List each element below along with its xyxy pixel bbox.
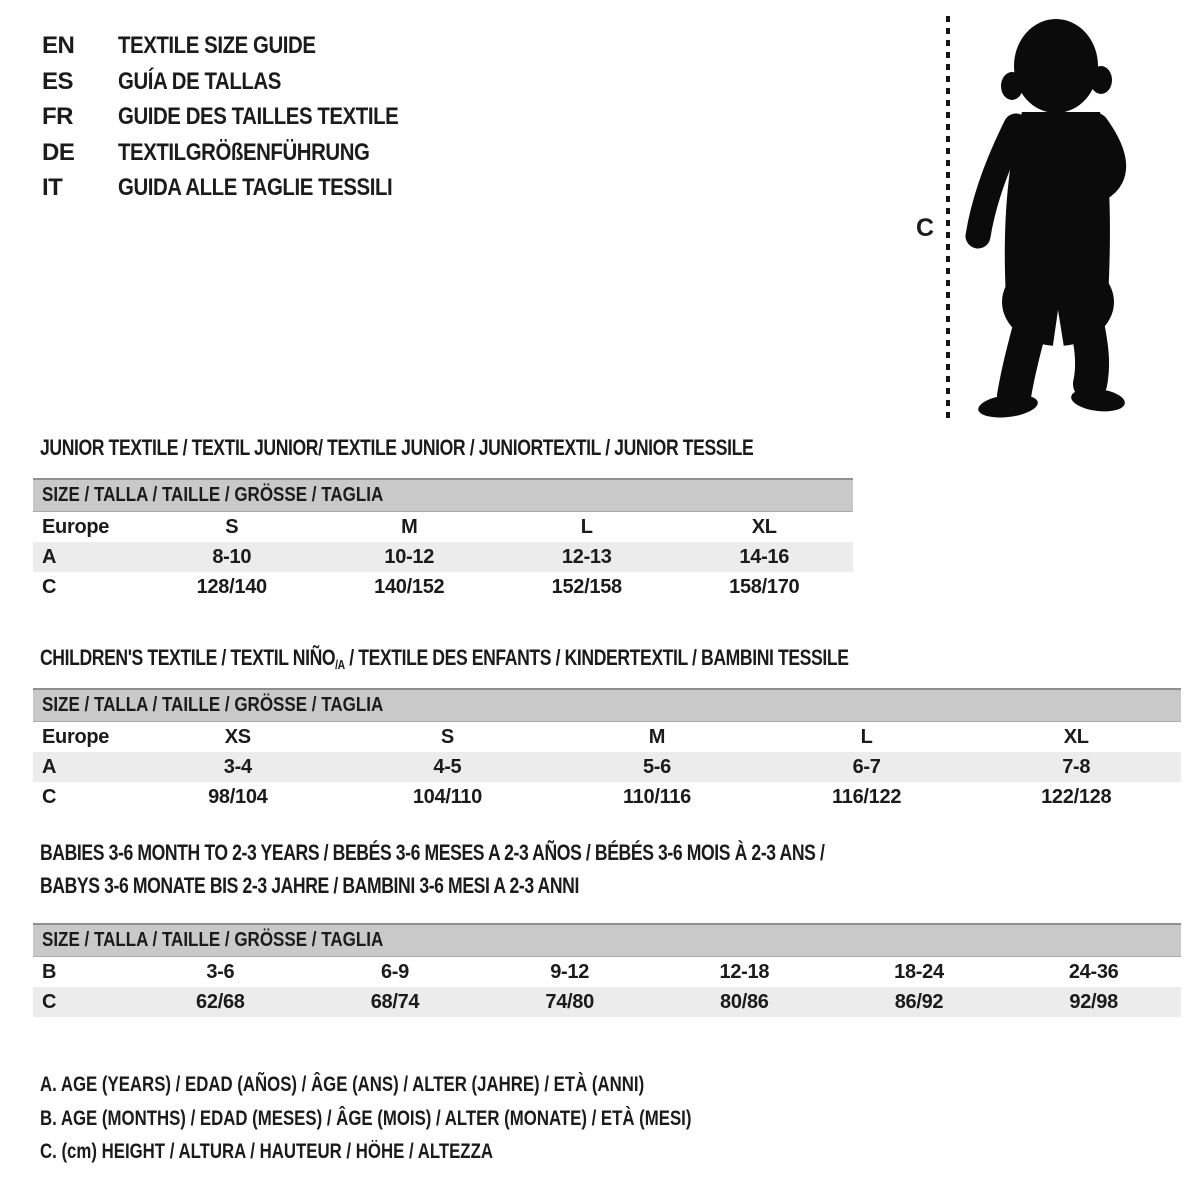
cell: XL (751, 515, 777, 538)
row-label: C (42, 575, 57, 598)
measurement-legend (40, 1068, 854, 1169)
cell: XL (1063, 725, 1089, 748)
babies-title-line1: BABIES 3-6 MONTH TO 2-3 YEARS / BEBÉS 3-6 MESES A 2-3 AÑOS / BÉBÉS 3-6 MOIS À 2-3 ANS / (40, 840, 825, 865)
height-measure-label: C (916, 214, 935, 242)
cell: 80/86 (720, 990, 769, 1013)
cell: 104/110 (412, 785, 482, 808)
legend-line-b (40, 1102, 854, 1136)
cell: 7-8 (1062, 755, 1091, 778)
legend-text: B. AGE (MONTHS) / EDAD (MESES) / ÂGE (MOIS) / ALTER (MONATE) / ETÀ (MESI) (40, 1106, 692, 1130)
cell: 62/68 (196, 990, 245, 1013)
row-label: Europe (42, 515, 110, 538)
legend-line-c (40, 1135, 854, 1169)
babies-section-title (40, 836, 1021, 902)
language-code: FR (42, 103, 73, 131)
language-row-es (42, 64, 448, 100)
cell: 6-9 (380, 960, 409, 983)
junior-section-title (40, 431, 932, 464)
language-header (42, 28, 448, 206)
row-label: B (42, 960, 57, 983)
cell: 68/74 (370, 990, 420, 1013)
language-row-it (42, 170, 448, 206)
language-title: GUIDE DES TAILLES TEXTILE (118, 103, 399, 131)
size-header-bar (33, 923, 1181, 957)
language-code: EN (42, 32, 75, 59)
cell: M (401, 515, 418, 538)
cell: S (225, 515, 239, 538)
cell: 3-4 (223, 755, 252, 778)
title-prefix: CHILDREN'S TEXTILE / TEXTIL NIÑO (40, 645, 336, 670)
cell: 24-36 (1068, 960, 1119, 983)
table-row-age (33, 542, 853, 572)
children-section-title-text (40, 641, 849, 681)
legend-text: C. (cm) HEIGHT / ALTURA / HAUTEUR / HÖHE / ALTEZZA (40, 1140, 493, 1163)
cell: M (648, 725, 666, 748)
cell: 122/128 (1041, 785, 1112, 808)
cell: 4-5 (433, 755, 462, 778)
title-subscript: /A (335, 657, 345, 672)
cell: 116/122 (832, 785, 902, 808)
cell: 18-24 (894, 960, 944, 983)
cell: L (580, 515, 593, 538)
cell: 128/140 (196, 575, 267, 598)
cell: 12-13 (561, 545, 612, 568)
legend-text: A. AGE (YEARS) / EDAD (AÑOS) / ÂGE (ANS) / ALTER (JAHRE) / ETÀ (ANNI) (40, 1073, 645, 1096)
language-code: ES (42, 67, 74, 95)
junior-section-title-text: JUNIOR TEXTILE / TEXTIL JUNIOR/ TEXTILE JUNIOR / JUNIORTEXTIL / JUNIOR TESSILE (40, 435, 754, 460)
cell: 98/104 (208, 785, 268, 808)
cell: 152/158 (551, 575, 622, 598)
cell: 9-12 (550, 960, 590, 983)
cell: 5-6 (642, 755, 671, 778)
language-row-fr (42, 99, 448, 135)
cell: 86/92 (894, 990, 944, 1013)
language-title: TEXTILGRÖßENFÜHRUNG (118, 138, 370, 166)
table-row-europe (33, 722, 1181, 752)
cell: XS (224, 725, 251, 748)
cell: 12-18 (719, 960, 770, 983)
title-suffix: / TEXTILE DES ENFANTS / KINDERTEXTIL / BAMBINI TESSILE (344, 645, 849, 670)
cell: 14-16 (739, 545, 790, 568)
row-label: C (42, 785, 57, 808)
table-row-height (33, 782, 1181, 812)
size-header-text: SIZE / TALLA / TAILLE / GRÖSSE / TAGLIA (42, 929, 384, 951)
row-label: A (42, 545, 57, 568)
table-row-europe (33, 512, 853, 542)
cell: 92/98 (1069, 990, 1118, 1013)
cell: 74/80 (545, 990, 594, 1013)
legend-line-a (40, 1068, 854, 1102)
language-title: GUIDA ALLE TAGLIE TESSILI (118, 174, 393, 202)
language-title: TEXTILE SIZE GUIDE (118, 32, 316, 59)
row-label: C (42, 990, 57, 1013)
language-code: IT (42, 174, 63, 202)
table-row-height (33, 987, 1181, 1017)
cell: 158/170 (729, 575, 800, 598)
language-row-de (42, 135, 448, 171)
size-header-bar (33, 478, 853, 512)
babies-title-line2: BABYS 3-6 MONATE BIS 2-3 JAHRE / BAMBINI 3-6 MESI A 2-3 ANNI (40, 873, 579, 898)
junior-size-table (33, 478, 853, 602)
cell: S (440, 725, 454, 748)
cell: 140/152 (374, 575, 445, 598)
size-header-text: SIZE / TALLA / TAILLE / GRÖSSE / TAGLIA (42, 694, 384, 716)
cell: L (860, 725, 873, 748)
height-measure-dashed-line (946, 16, 950, 418)
cell: 3-6 (206, 960, 235, 983)
toddler-silhouette (958, 14, 1150, 422)
cell: 110/116 (622, 785, 691, 808)
table-row-age-months (33, 957, 1181, 987)
language-row-en (42, 28, 448, 64)
size-header-bar (33, 688, 1181, 722)
babies-size-table (33, 923, 1181, 1017)
size-header-text: SIZE / TALLA / TAILLE / GRÖSSE / TAGLIA (42, 484, 384, 506)
cell: 6-7 (852, 755, 881, 778)
cell: 10-12 (384, 545, 435, 568)
table-row-age (33, 752, 1181, 782)
table-row-height (33, 572, 853, 602)
children-section-title (40, 641, 1051, 681)
row-label: A (42, 755, 57, 778)
row-label: Europe (42, 725, 110, 748)
language-code: DE (42, 138, 75, 166)
cell: 8-10 (212, 545, 252, 568)
language-title: GUÍA DE TALLAS (118, 67, 281, 95)
children-size-table (33, 688, 1181, 812)
